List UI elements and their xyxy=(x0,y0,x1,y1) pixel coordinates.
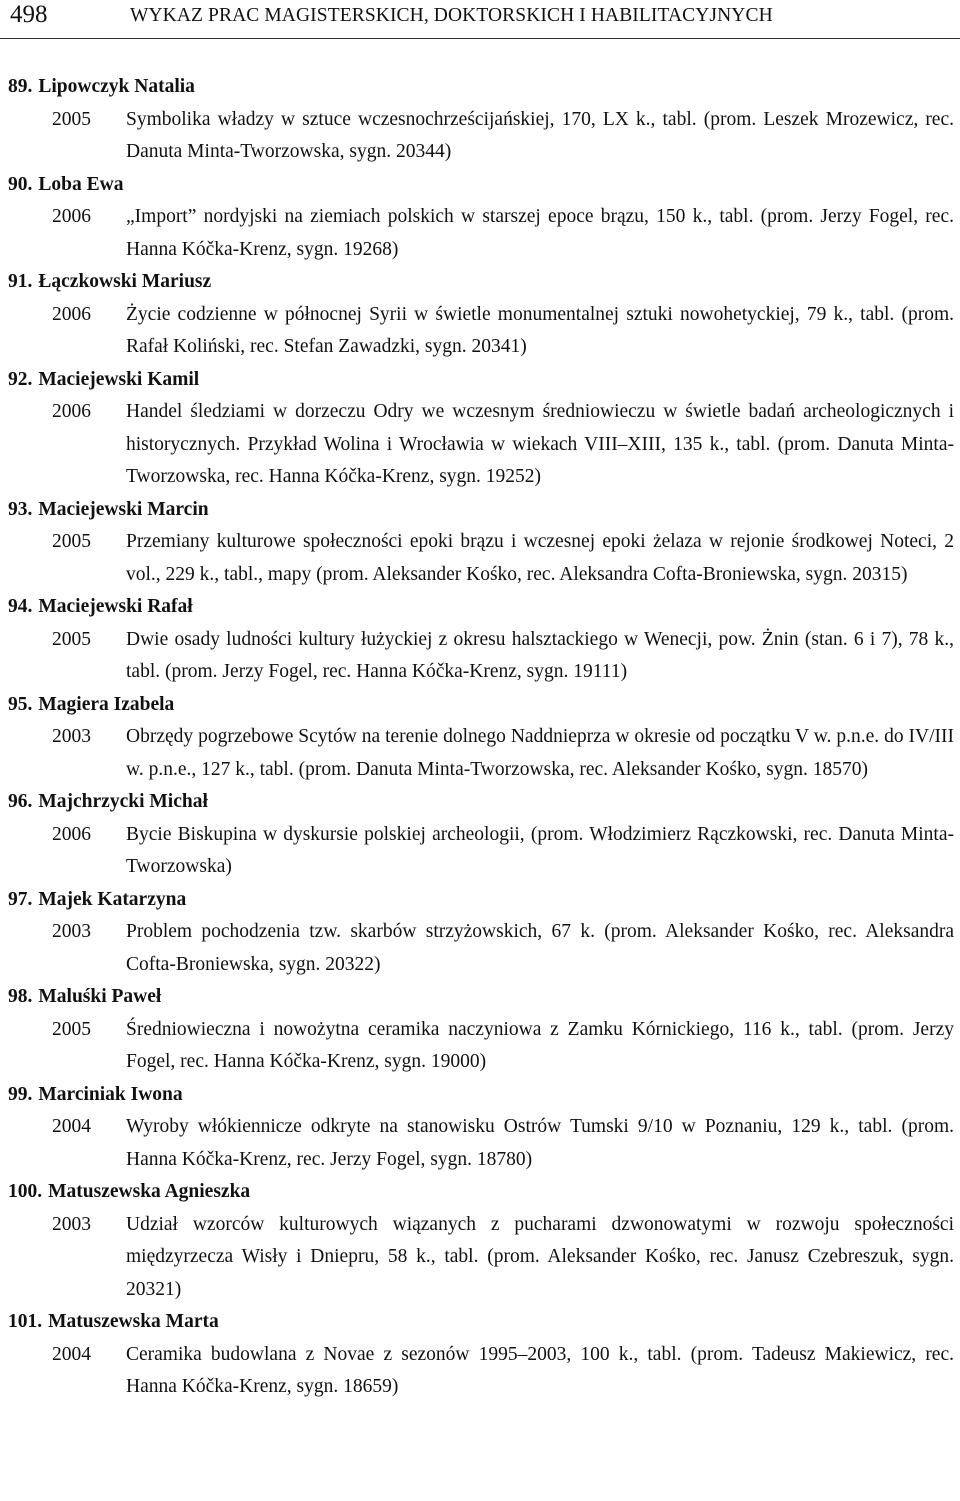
thesis-record xyxy=(0,104,960,169)
list-item xyxy=(0,884,960,982)
author-heading xyxy=(0,689,960,722)
thesis-record xyxy=(0,1209,960,1307)
author-name: Majchrzycki Michał xyxy=(38,791,208,812)
list-item xyxy=(0,981,960,1079)
entry-number: 95. xyxy=(8,693,33,715)
author-heading xyxy=(0,884,960,917)
thesis-year: 2004 xyxy=(52,1116,91,1137)
page-number: 498 xyxy=(10,1,48,28)
thesis-record xyxy=(0,819,960,884)
author-name: Lipowczyk Natalia xyxy=(38,76,195,97)
thesis-record xyxy=(0,721,960,786)
entry-number: 96. xyxy=(8,791,33,812)
author-heading xyxy=(0,1176,960,1209)
entry-number: 89. xyxy=(8,76,33,97)
author-name: Matuszewska Marta xyxy=(48,1311,219,1332)
author-heading xyxy=(0,591,960,624)
header-rule xyxy=(0,38,960,39)
entry-number: 100. xyxy=(8,1181,43,1202)
list-item xyxy=(0,1306,960,1404)
author-heading xyxy=(0,1306,960,1339)
list-item xyxy=(0,1176,960,1306)
entry-number: 97. xyxy=(8,888,33,910)
thesis-year: 2005 xyxy=(52,628,91,650)
thesis-description: Przemiany kulturowe społeczności epoki brązu i wczesnej epoki żelaza w rejonie środkowej Noteci, 2 vol., 229 k., tabl., mapy (prom. Aleksander Kośko, rec. Aleksandra Cofta-Broniewska, sygn. 20315) xyxy=(126,531,954,585)
author-name: Majek Katarzyna xyxy=(38,888,187,910)
list-item xyxy=(0,591,960,689)
author-name: Marciniak Iwona xyxy=(38,1083,183,1105)
entry-number: 92. xyxy=(8,368,33,390)
thesis-record xyxy=(0,201,960,266)
thesis-year: 2003 xyxy=(52,1213,91,1235)
thesis-description: „Import” nordyjski na ziemiach polskich w starszej epoce brązu, 150 k., tabl. (prom. Jerzy Fogel, rec. Hanna Kóčka-Krenz, sygn. 19268) xyxy=(126,206,954,260)
thesis-record xyxy=(0,396,960,494)
author-heading xyxy=(0,364,960,397)
entry-number: 93. xyxy=(8,498,33,520)
thesis-year: 2003 xyxy=(52,726,91,747)
running-title: WYKAZ PRAC MAGISTERSKICH, DOKTORSKICH I HABILITACYJNYCH xyxy=(130,5,773,26)
author-heading xyxy=(0,1079,960,1112)
author-name: Loba Ewa xyxy=(38,173,124,195)
list-item xyxy=(0,266,960,364)
thesis-description: Symbolika władzy w sztuce wczesnochrześcijańskiej, 170, LX k., tabl. (prom. Leszek Mrozewicz, rec. Danuta Minta-Tworzowska, sygn. 20344) xyxy=(126,108,954,162)
list-item xyxy=(0,1079,960,1177)
author-name: Matuszewska Agnieszka xyxy=(48,1181,251,1202)
author-name: Łączkowski Mariusz xyxy=(38,271,212,292)
thesis-description: Życie codzienne w północnej Syrii w świetle monumentalnej sztuki nowohetyckiej, 79 k., tabl. (prom. Rafał Koliński, rec. Stefan Zawadzki, sygn. 20341) xyxy=(126,303,954,357)
thesis-record xyxy=(0,1111,960,1176)
thesis-description: Bycie Biskupina w dyskursie polskiej archeologii, (prom. Włodzimierz Rączkowski, rec. Danuta Minta-Tworzowska) xyxy=(126,823,954,877)
entry-number: 94. xyxy=(8,596,33,617)
author-name: Magiera Izabela xyxy=(38,693,175,715)
thesis-description: Obrzędy pogrzebowe Scytów na terenie dolnego Naddnieprza w okresie od początku V w. p.n.e. do IV/III w. p.n.e., 127 k., tabl. (prom. Danuta Minta-Tworzowska, rec. Aleksander Kośko, sygn. 18570) xyxy=(126,726,954,780)
thesis-record xyxy=(0,624,960,689)
thesis-record xyxy=(0,1339,960,1404)
thesis-description: Handel śledziami w dorzeczu Odry we wczesnym średniowieczu w świetle badań archeologicznych i historycznych. Przykład Wolina i Wrocławia w wiekach VIII–XIII, 135 k., tabl. (prom. Danuta Minta-Tworzowska, rec. Hanna Kóčka-Krenz, sygn. 19252) xyxy=(126,401,954,487)
thesis-year: 2006 xyxy=(52,823,91,845)
thesis-year: 2005 xyxy=(52,108,91,130)
list-item xyxy=(0,689,960,787)
thesis-description: Średniowieczna i nowożytna ceramika naczyniowa z Zamku Kórnickiego, 116 k., tabl. (prom. Jerzy Fogel, rec. Hanna Kóčka-Krenz, sygn. 19000) xyxy=(126,1018,954,1072)
entry-number: 98. xyxy=(8,986,33,1007)
thesis-year: 2006 xyxy=(52,206,91,227)
thesis-year: 2004 xyxy=(52,1343,91,1365)
list-item xyxy=(0,169,960,267)
list-item xyxy=(0,786,960,884)
thesis-record xyxy=(0,916,960,981)
thesis-description: Ceramika budowlana z Novae z sezonów 1995–2003, 100 k., tabl. (prom. Tadeusz Makiewicz, rec. Hanna Kóčka-Krenz, sygn. 18659) xyxy=(126,1343,954,1397)
author-heading xyxy=(0,494,960,527)
thesis-year: 2005 xyxy=(52,531,91,552)
author-name: Maciejewski Marcin xyxy=(38,498,209,520)
thesis-year: 2006 xyxy=(52,401,91,422)
entry-number: 90. xyxy=(8,173,33,195)
thesis-year: 2005 xyxy=(52,1018,91,1040)
thesis-year: 2003 xyxy=(52,921,91,942)
thesis-record xyxy=(0,526,960,591)
thesis-description: Dwie osady ludności kultury łużyckiej z okresu halsztackiego w Wenecji, pow. Żnin (stan. 6 i 7), 78 k., tabl. (prom. Jerzy Fogel, rec. Hanna Kóčka-Krenz, sygn. 19111) xyxy=(126,628,954,682)
list-item xyxy=(0,71,960,169)
author-heading xyxy=(0,169,960,202)
thesis-description: Wyroby włókiennicze odkryte na stanowisku Ostrów Tumski 9/10 w Poznaniu, 129 k., tabl. (prom. Hanna Kóčka-Krenz, rec. Jerzy Fogel, sygn. 18780) xyxy=(126,1116,954,1170)
entry-number: 99. xyxy=(8,1083,33,1105)
entry-list xyxy=(0,71,960,1404)
thesis-description: Udział wzorców kulturowych wiązanych z pucharami dzwonowatymi w rozwoju społeczności międzyrzecza Wisły i Dniepru, 58 k., tabl. (prom. Aleksander Kośko, rec. Janusz Czebreszuk, sygn. 20321) xyxy=(126,1213,954,1300)
author-heading xyxy=(0,266,960,299)
author-name: Maciejewski Kamil xyxy=(38,368,200,390)
entry-number: 101. xyxy=(8,1311,43,1332)
author-heading xyxy=(0,786,960,819)
author-heading xyxy=(0,981,960,1014)
list-item xyxy=(0,494,960,592)
author-name: Maciejewski Rafał xyxy=(38,596,193,617)
author-name: Maluśki Paweł xyxy=(38,986,162,1007)
page-header xyxy=(0,0,960,34)
list-item xyxy=(0,364,960,494)
thesis-year: 2006 xyxy=(52,303,91,325)
thesis-record xyxy=(0,299,960,364)
entry-number: 91. xyxy=(8,271,33,292)
thesis-description: Problem pochodzenia tzw. skarbów strzyżowskich, 67 k. (prom. Aleksander Kośko, rec. Aleksandra Cofta-Broniewska, sygn. 20322) xyxy=(126,921,954,975)
thesis-record xyxy=(0,1014,960,1079)
author-heading xyxy=(0,71,960,104)
